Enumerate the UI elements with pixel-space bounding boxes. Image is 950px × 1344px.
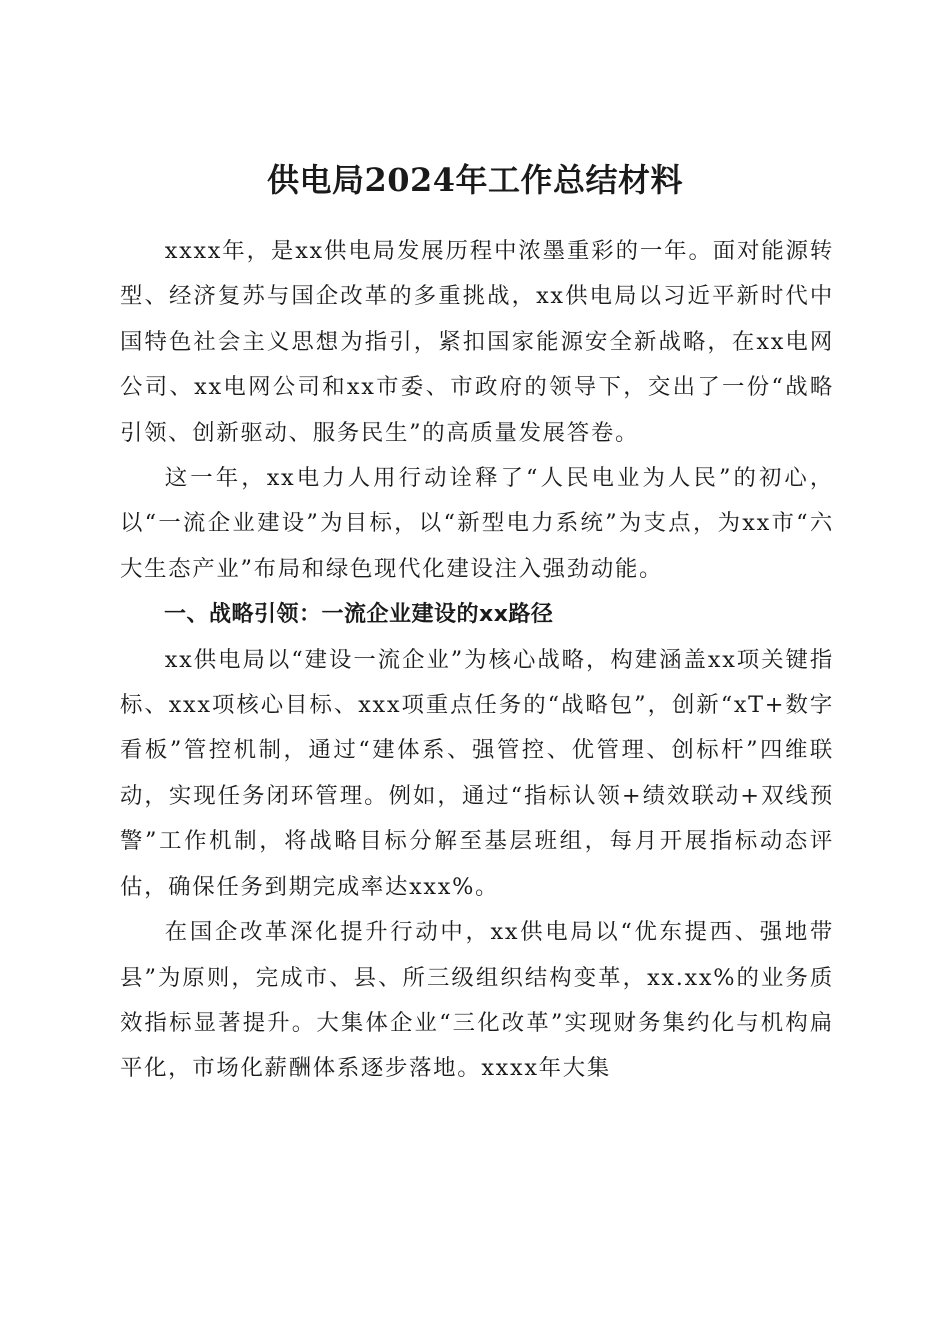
document-title: 供电局2024年工作总结材料 bbox=[266, 161, 684, 200]
section-heading: 一、战略引领：一流企业建设的xx路径 bbox=[164, 602, 554, 628]
section-paragraph: 在国企改革深化提升行动中，xx供电局以“优东提西、强地带县”为原则，完成市、县、所三级组织结构变革，xx.xx%的业务质效指标显著提升。大集体企业“三化改革”实现财务集约化与机构扁平化，市场化薪酬体系逐步落地。xxxx年大集 bbox=[120, 919, 834, 1082]
document-body bbox=[120, 229, 834, 1092]
intro-paragraph: 这一年，xx电力人用行动诠释了“人民电业为人民”的初心，以“一流企业建设”为目标，以“新型电力系统”为支点，为xx市“六大生态产业”布局和绿色现代化建设注入强劲动能。 bbox=[120, 465, 834, 582]
intro-paragraph: xxxx年，是xx供电局发展历程中浓墨重彩的一年。面对能源转型、经济复苏与国企改革的多重挑战，xx供电局以习近平新时代中国特色社会主义思想为指引，紧扣国家能源安全新战略，在xx电网公司、xx电网公司和xx市委、市政府的领导下，交出了一份“战略引领、创新驱动、服务民生”的高质量发展答卷。 bbox=[120, 238, 834, 446]
section-paragraph: xx供电局以“建设一流企业”为核心战略，构建涵盖xx项关键指标、xxx项核心目标、xxx项重点任务的“战略包”，创新“xT+数字看板”管控机制，通过“建体系、强管控、优管理、创标杆”四维联动，实现任务闭环管理。例如，通过“指标认领+绩效联动+双线预警”工作机制，将战略目标分解至基层班组，每月开展指标动态评估，确保任务到期完成率达xxx%。 bbox=[120, 646, 834, 900]
